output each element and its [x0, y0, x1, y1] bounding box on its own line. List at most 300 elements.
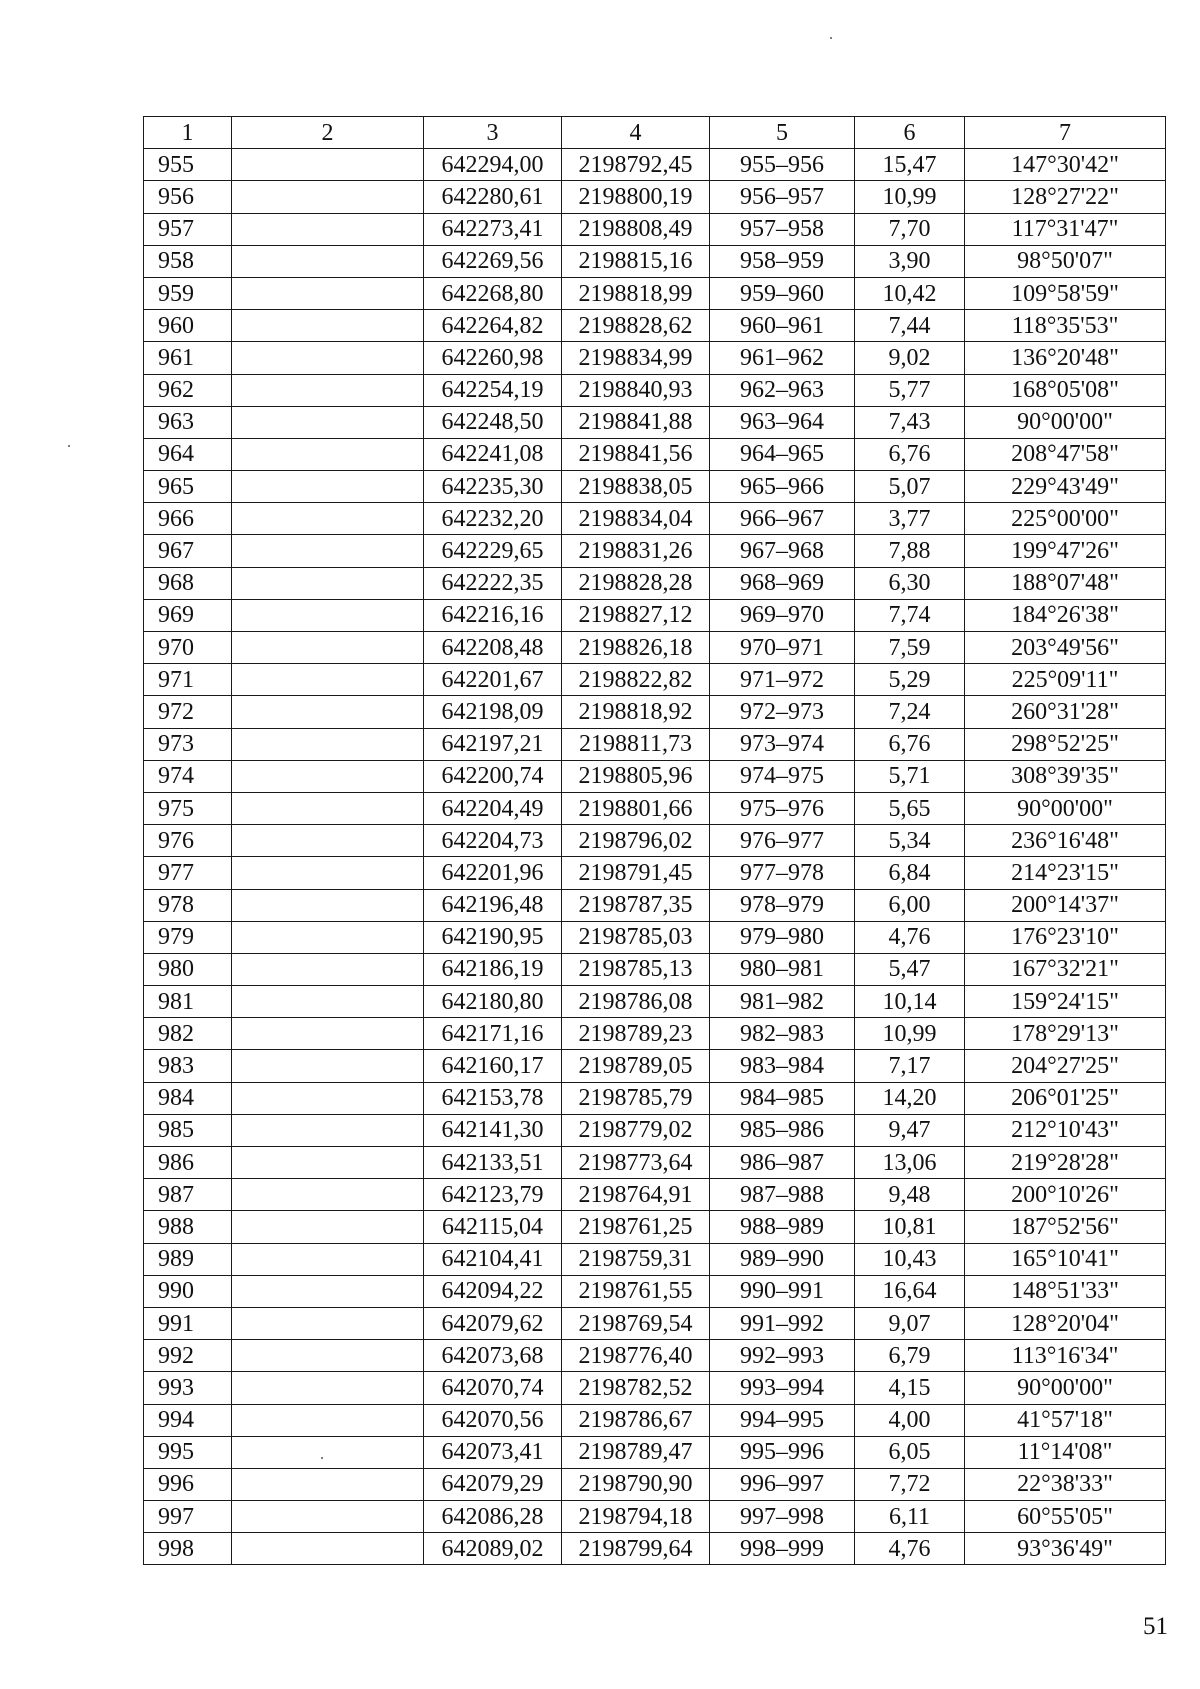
- x-coordinate-cell: 642264,82: [424, 310, 562, 342]
- length-cell: 6,05: [855, 1436, 965, 1468]
- length-cell: 6,76: [855, 728, 965, 760]
- point-number-cell: 985: [144, 1114, 232, 1146]
- x-coordinate-cell: 642073,68: [424, 1340, 562, 1372]
- page-number: 51: [1143, 1613, 1168, 1640]
- table-row: [144, 1179, 1166, 1211]
- x-coordinate-cell: 642094,22: [424, 1275, 562, 1307]
- y-coordinate-cell: 2198828,62: [562, 310, 710, 342]
- length-cell: 14,20: [855, 1082, 965, 1114]
- x-coordinate-cell: 642070,74: [424, 1372, 562, 1404]
- length-cell: 9,48: [855, 1179, 965, 1211]
- y-coordinate-cell: 2198792,45: [562, 149, 710, 181]
- length-cell: 5,29: [855, 664, 965, 696]
- scan-speck: [68, 445, 70, 447]
- bearing-cell: 208°47'58": [965, 438, 1166, 470]
- segment-cell: 961–962: [710, 342, 855, 374]
- name-cell-cell: [232, 1211, 424, 1243]
- x-coordinate-cell: 642280,61: [424, 181, 562, 213]
- x-coordinate-cell: 642222,35: [424, 567, 562, 599]
- segment-cell: 955–956: [710, 149, 855, 181]
- length-cell: 7,43: [855, 406, 965, 438]
- point-number-cell: 961: [144, 342, 232, 374]
- x-coordinate-cell: 642216,16: [424, 599, 562, 631]
- name-cell-cell: [232, 1372, 424, 1404]
- length-cell: 10,42: [855, 277, 965, 309]
- bearing-cell: 236°16'48": [965, 825, 1166, 857]
- x-coordinate-cell: 642208,48: [424, 632, 562, 664]
- segment-cell: 981–982: [710, 986, 855, 1018]
- segment-cell: 973–974: [710, 728, 855, 760]
- column-header-7: 7: [965, 117, 1166, 149]
- x-coordinate-cell: 642204,49: [424, 792, 562, 824]
- name-cell-cell: [232, 342, 424, 374]
- y-coordinate-cell: 2198782,52: [562, 1372, 710, 1404]
- name-cell-cell: [232, 825, 424, 857]
- x-coordinate-cell: 642186,19: [424, 953, 562, 985]
- segment-cell: 969–970: [710, 599, 855, 631]
- name-cell-cell: [232, 471, 424, 503]
- point-number-cell: 998: [144, 1533, 232, 1565]
- bearing-cell: 98°50'07": [965, 245, 1166, 277]
- name-cell-cell: [232, 245, 424, 277]
- segment-cell: 971–972: [710, 664, 855, 696]
- point-number-cell: 964: [144, 438, 232, 470]
- length-cell: 3,90: [855, 245, 965, 277]
- bearing-cell: 109°58'59": [965, 277, 1166, 309]
- bearing-cell: 225°09'11": [965, 664, 1166, 696]
- y-coordinate-cell: 2198761,25: [562, 1211, 710, 1243]
- bearing-cell: 136°20'48": [965, 342, 1166, 374]
- segment-cell: 978–979: [710, 889, 855, 921]
- y-coordinate-cell: 2198759,31: [562, 1243, 710, 1275]
- x-coordinate-cell: 642115,04: [424, 1211, 562, 1243]
- segment-cell: 997–998: [710, 1501, 855, 1533]
- length-cell: 3,77: [855, 503, 965, 535]
- name-cell-cell: [232, 1114, 424, 1146]
- bearing-cell: 117°31'47": [965, 213, 1166, 245]
- bearing-cell: 147°30'42": [965, 149, 1166, 181]
- x-coordinate-cell: 642201,96: [424, 857, 562, 889]
- segment-cell: 960–961: [710, 310, 855, 342]
- y-coordinate-cell: 2198794,18: [562, 1501, 710, 1533]
- y-coordinate-cell: 2198785,13: [562, 953, 710, 985]
- y-coordinate-cell: 2198828,28: [562, 567, 710, 599]
- table-row: [144, 1275, 1166, 1307]
- bearing-cell: 260°31'28": [965, 696, 1166, 728]
- segment-cell: 959–960: [710, 277, 855, 309]
- length-cell: 7,72: [855, 1468, 965, 1500]
- length-cell: 13,06: [855, 1147, 965, 1179]
- bearing-cell: 203°49'56": [965, 632, 1166, 664]
- name-cell-cell: [232, 696, 424, 728]
- x-coordinate-cell: 642079,62: [424, 1307, 562, 1339]
- name-cell-cell: [232, 632, 424, 664]
- length-cell: 6,76: [855, 438, 965, 470]
- name-cell-cell: [232, 599, 424, 631]
- bearing-cell: 212°10'43": [965, 1114, 1166, 1146]
- y-coordinate-cell: 2198796,02: [562, 825, 710, 857]
- segment-cell: 979–980: [710, 921, 855, 953]
- name-cell-cell: [232, 1082, 424, 1114]
- x-coordinate-cell: 642260,98: [424, 342, 562, 374]
- point-number-cell: 986: [144, 1147, 232, 1179]
- bearing-cell: 298°52'25": [965, 728, 1166, 760]
- name-cell-cell: [232, 921, 424, 953]
- segment-cell: 992–993: [710, 1340, 855, 1372]
- x-coordinate-cell: 642229,65: [424, 535, 562, 567]
- scan-speck: [830, 37, 832, 39]
- length-cell: 6,30: [855, 567, 965, 599]
- length-cell: 5,07: [855, 471, 965, 503]
- bearing-cell: 41°57'18": [965, 1404, 1166, 1436]
- segment-cell: 967–968: [710, 535, 855, 567]
- y-coordinate-cell: 2198801,66: [562, 792, 710, 824]
- length-cell: 9,07: [855, 1307, 965, 1339]
- table-row: [144, 567, 1166, 599]
- name-cell-cell: [232, 1275, 424, 1307]
- point-number-cell: 974: [144, 760, 232, 792]
- point-number-cell: 960: [144, 310, 232, 342]
- point-number-cell: 987: [144, 1179, 232, 1211]
- y-coordinate-cell: 2198773,64: [562, 1147, 710, 1179]
- x-coordinate-cell: 642171,16: [424, 1018, 562, 1050]
- table-row: [144, 1307, 1166, 1339]
- bearing-cell: 219°28'28": [965, 1147, 1166, 1179]
- table-row: [144, 1404, 1166, 1436]
- table-row: [144, 889, 1166, 921]
- length-cell: 7,88: [855, 535, 965, 567]
- table-row: [144, 277, 1166, 309]
- x-coordinate-cell: 642190,95: [424, 921, 562, 953]
- segment-cell: 983–984: [710, 1050, 855, 1082]
- name-cell-cell: [232, 181, 424, 213]
- segment-cell: 996–997: [710, 1468, 855, 1500]
- name-cell-cell: [232, 567, 424, 599]
- y-coordinate-cell: 2198789,47: [562, 1436, 710, 1468]
- segment-cell: 975–976: [710, 792, 855, 824]
- bearing-cell: 90°00'00": [965, 1372, 1166, 1404]
- x-coordinate-cell: 642254,19: [424, 374, 562, 406]
- name-cell-cell: [232, 1436, 424, 1468]
- segment-cell: 965–966: [710, 471, 855, 503]
- table-row: [144, 953, 1166, 985]
- name-cell-cell: [232, 1050, 424, 1082]
- name-cell-cell: [232, 1018, 424, 1050]
- bearing-cell: 206°01'25": [965, 1082, 1166, 1114]
- length-cell: 4,76: [855, 921, 965, 953]
- table-row: [144, 599, 1166, 631]
- x-coordinate-cell: 642180,80: [424, 986, 562, 1018]
- x-coordinate-cell: 642268,80: [424, 277, 562, 309]
- table-row: [144, 406, 1166, 438]
- segment-cell: 984–985: [710, 1082, 855, 1114]
- name-cell-cell: [232, 760, 424, 792]
- point-number-cell: 972: [144, 696, 232, 728]
- table-row: [144, 1147, 1166, 1179]
- bearing-cell: 187°52'56": [965, 1211, 1166, 1243]
- y-coordinate-cell: 2198800,19: [562, 181, 710, 213]
- bearing-cell: 200°14'37": [965, 889, 1166, 921]
- table-row: [144, 825, 1166, 857]
- point-number-cell: 959: [144, 277, 232, 309]
- name-cell-cell: [232, 1501, 424, 1533]
- name-cell-cell: [232, 1243, 424, 1275]
- table-row: [144, 1468, 1166, 1500]
- table-row: [144, 503, 1166, 535]
- name-cell-cell: [232, 535, 424, 567]
- length-cell: 5,34: [855, 825, 965, 857]
- length-cell: 5,77: [855, 374, 965, 406]
- table-body: [144, 149, 1166, 1565]
- y-coordinate-cell: 2198791,45: [562, 857, 710, 889]
- segment-cell: 972–973: [710, 696, 855, 728]
- segment-cell: 987–988: [710, 1179, 855, 1211]
- table-row: [144, 438, 1166, 470]
- column-header-1: 1: [144, 117, 232, 149]
- table-row: [144, 728, 1166, 760]
- point-number-cell: 997: [144, 1501, 232, 1533]
- length-cell: 4,15: [855, 1372, 965, 1404]
- table-row: [144, 986, 1166, 1018]
- segment-cell: 970–971: [710, 632, 855, 664]
- bearing-cell: 168°05'08": [965, 374, 1166, 406]
- name-cell-cell: [232, 1179, 424, 1211]
- point-number-cell: 992: [144, 1340, 232, 1372]
- x-coordinate-cell: 642269,56: [424, 245, 562, 277]
- x-coordinate-cell: 642160,17: [424, 1050, 562, 1082]
- column-header-3: 3: [424, 117, 562, 149]
- y-coordinate-cell: 2198838,05: [562, 471, 710, 503]
- table-row: [144, 1211, 1166, 1243]
- bearing-cell: 148°51'33": [965, 1275, 1166, 1307]
- segment-cell: 991–992: [710, 1307, 855, 1339]
- table-row: [144, 1436, 1166, 1468]
- y-coordinate-cell: 2198815,16: [562, 245, 710, 277]
- x-coordinate-cell: 642235,30: [424, 471, 562, 503]
- segment-cell: 968–969: [710, 567, 855, 599]
- table-row: [144, 632, 1166, 664]
- bearing-cell: 204°27'25": [965, 1050, 1166, 1082]
- table-row: [144, 921, 1166, 953]
- y-coordinate-cell: 2198789,05: [562, 1050, 710, 1082]
- name-cell-cell: [232, 1533, 424, 1565]
- y-coordinate-cell: 2198840,93: [562, 374, 710, 406]
- point-number-cell: 979: [144, 921, 232, 953]
- bearing-cell: 118°35'53": [965, 310, 1166, 342]
- y-coordinate-cell: 2198818,99: [562, 277, 710, 309]
- bearing-cell: 199°47'26": [965, 535, 1166, 567]
- y-coordinate-cell: 2198785,79: [562, 1082, 710, 1114]
- y-coordinate-cell: 2198827,12: [562, 599, 710, 631]
- length-cell: 10,81: [855, 1211, 965, 1243]
- point-number-cell: 996: [144, 1468, 232, 1500]
- y-coordinate-cell: 2198787,35: [562, 889, 710, 921]
- point-number-cell: 956: [144, 181, 232, 213]
- bearing-cell: 167°32'21": [965, 953, 1166, 985]
- length-cell: 7,59: [855, 632, 965, 664]
- y-coordinate-cell: 2198808,49: [562, 213, 710, 245]
- x-coordinate-cell: 642197,21: [424, 728, 562, 760]
- y-coordinate-cell: 2198799,64: [562, 1533, 710, 1565]
- length-cell: 10,43: [855, 1243, 965, 1275]
- length-cell: 5,47: [855, 953, 965, 985]
- table-row: [144, 664, 1166, 696]
- bearing-cell: 90°00'00": [965, 792, 1166, 824]
- length-cell: 15,47: [855, 149, 965, 181]
- segment-cell: 958–959: [710, 245, 855, 277]
- table-row: [144, 181, 1166, 213]
- name-cell-cell: [232, 857, 424, 889]
- table-row: [144, 857, 1166, 889]
- table-row: [144, 310, 1166, 342]
- segment-cell: 977–978: [710, 857, 855, 889]
- point-number-cell: 978: [144, 889, 232, 921]
- column-header-2: 2: [232, 117, 424, 149]
- length-cell: 10,14: [855, 986, 965, 1018]
- length-cell: 16,64: [855, 1275, 965, 1307]
- y-coordinate-cell: 2198786,67: [562, 1404, 710, 1436]
- y-coordinate-cell: 2198811,73: [562, 728, 710, 760]
- bearing-cell: 184°26'38": [965, 599, 1166, 631]
- table-row: [144, 1050, 1166, 1082]
- bearing-cell: 229°43'49": [965, 471, 1166, 503]
- point-number-cell: 957: [144, 213, 232, 245]
- x-coordinate-cell: 642070,56: [424, 1404, 562, 1436]
- name-cell-cell: [232, 728, 424, 760]
- segment-cell: 986–987: [710, 1147, 855, 1179]
- table-row: [144, 1501, 1166, 1533]
- x-coordinate-cell: 642089,02: [424, 1533, 562, 1565]
- table-row: [144, 342, 1166, 374]
- bearing-cell: 90°00'00": [965, 406, 1166, 438]
- segment-cell: 966–967: [710, 503, 855, 535]
- x-coordinate-cell: 642141,30: [424, 1114, 562, 1146]
- column-header-6: 6: [855, 117, 965, 149]
- point-number-cell: 977: [144, 857, 232, 889]
- y-coordinate-cell: 2198826,18: [562, 632, 710, 664]
- name-cell-cell: [232, 374, 424, 406]
- bearing-cell: 214°23'15": [965, 857, 1166, 889]
- bearing-cell: 159°24'15": [965, 986, 1166, 1018]
- length-cell: 5,65: [855, 792, 965, 824]
- segment-cell: 993–994: [710, 1372, 855, 1404]
- bearing-cell: 128°20'04": [965, 1307, 1166, 1339]
- x-coordinate-cell: 642133,51: [424, 1147, 562, 1179]
- name-cell-cell: [232, 986, 424, 1018]
- name-cell-cell: [232, 1404, 424, 1436]
- name-cell-cell: [232, 406, 424, 438]
- table-row: [144, 149, 1166, 181]
- length-cell: 4,76: [855, 1533, 965, 1565]
- length-cell: 5,71: [855, 760, 965, 792]
- y-coordinate-cell: 2198785,03: [562, 921, 710, 953]
- table-row: [144, 245, 1166, 277]
- name-cell-cell: [232, 889, 424, 921]
- segment-cell: 995–996: [710, 1436, 855, 1468]
- name-cell-cell: [232, 664, 424, 696]
- table-header: [144, 117, 1166, 149]
- point-number-cell: 966: [144, 503, 232, 535]
- x-coordinate-cell: 642294,00: [424, 149, 562, 181]
- segment-cell: 963–964: [710, 406, 855, 438]
- point-number-cell: 982: [144, 1018, 232, 1050]
- column-header-5: 5: [710, 117, 855, 149]
- point-number-cell: 989: [144, 1243, 232, 1275]
- y-coordinate-cell: 2198818,92: [562, 696, 710, 728]
- segment-cell: 998–999: [710, 1533, 855, 1565]
- name-cell-cell: [232, 310, 424, 342]
- bearing-cell: 176°23'10": [965, 921, 1166, 953]
- bearing-cell: 165°10'41": [965, 1243, 1166, 1275]
- length-cell: 7,17: [855, 1050, 965, 1082]
- y-coordinate-cell: 2198831,26: [562, 535, 710, 567]
- segment-cell: 980–981: [710, 953, 855, 985]
- x-coordinate-cell: 642153,78: [424, 1082, 562, 1114]
- x-coordinate-cell: 642123,79: [424, 1179, 562, 1211]
- y-coordinate-cell: 2198786,08: [562, 986, 710, 1018]
- name-cell-cell: [232, 1468, 424, 1500]
- bearing-cell: 60°55'05": [965, 1501, 1166, 1533]
- point-number-cell: 994: [144, 1404, 232, 1436]
- column-header-4: 4: [562, 117, 710, 149]
- table-row: [144, 792, 1166, 824]
- segment-cell: 985–986: [710, 1114, 855, 1146]
- y-coordinate-cell: 2198822,82: [562, 664, 710, 696]
- point-number-cell: 981: [144, 986, 232, 1018]
- bearing-cell: 178°29'13": [965, 1018, 1166, 1050]
- segment-cell: 982–983: [710, 1018, 855, 1050]
- bearing-cell: 308°39'35": [965, 760, 1166, 792]
- name-cell-cell: [232, 503, 424, 535]
- x-coordinate-cell: 642079,29: [424, 1468, 562, 1500]
- point-number-cell: 970: [144, 632, 232, 664]
- point-number-cell: 971: [144, 664, 232, 696]
- segment-cell: 974–975: [710, 760, 855, 792]
- y-coordinate-cell: 2198764,91: [562, 1179, 710, 1211]
- y-coordinate-cell: 2198841,88: [562, 406, 710, 438]
- name-cell-cell: [232, 1340, 424, 1372]
- header-row: [144, 117, 1166, 149]
- name-cell-cell: [232, 213, 424, 245]
- table-row: [144, 1082, 1166, 1114]
- x-coordinate-cell: 642086,28: [424, 1501, 562, 1533]
- x-coordinate-cell: 642196,48: [424, 889, 562, 921]
- point-number-cell: 965: [144, 471, 232, 503]
- point-number-cell: 963: [144, 406, 232, 438]
- length-cell: 6,11: [855, 1501, 965, 1533]
- length-cell: 7,24: [855, 696, 965, 728]
- bearing-cell: 93°36'49": [965, 1533, 1166, 1565]
- name-cell-cell: [232, 1147, 424, 1179]
- length-cell: 10,99: [855, 181, 965, 213]
- y-coordinate-cell: 2198834,99: [562, 342, 710, 374]
- point-number-cell: 984: [144, 1082, 232, 1114]
- coordinates-table: [143, 116, 1166, 1565]
- point-number-cell: 991: [144, 1307, 232, 1339]
- y-coordinate-cell: 2198761,55: [562, 1275, 710, 1307]
- point-number-cell: 975: [144, 792, 232, 824]
- length-cell: 9,47: [855, 1114, 965, 1146]
- name-cell-cell: [232, 1307, 424, 1339]
- y-coordinate-cell: 2198779,02: [562, 1114, 710, 1146]
- scan-speck: [321, 1457, 323, 1459]
- length-cell: 7,44: [855, 310, 965, 342]
- point-number-cell: 983: [144, 1050, 232, 1082]
- x-coordinate-cell: 642198,09: [424, 696, 562, 728]
- bearing-cell: 113°16'34": [965, 1340, 1166, 1372]
- bearing-cell: 200°10'26": [965, 1179, 1166, 1211]
- y-coordinate-cell: 2198834,04: [562, 503, 710, 535]
